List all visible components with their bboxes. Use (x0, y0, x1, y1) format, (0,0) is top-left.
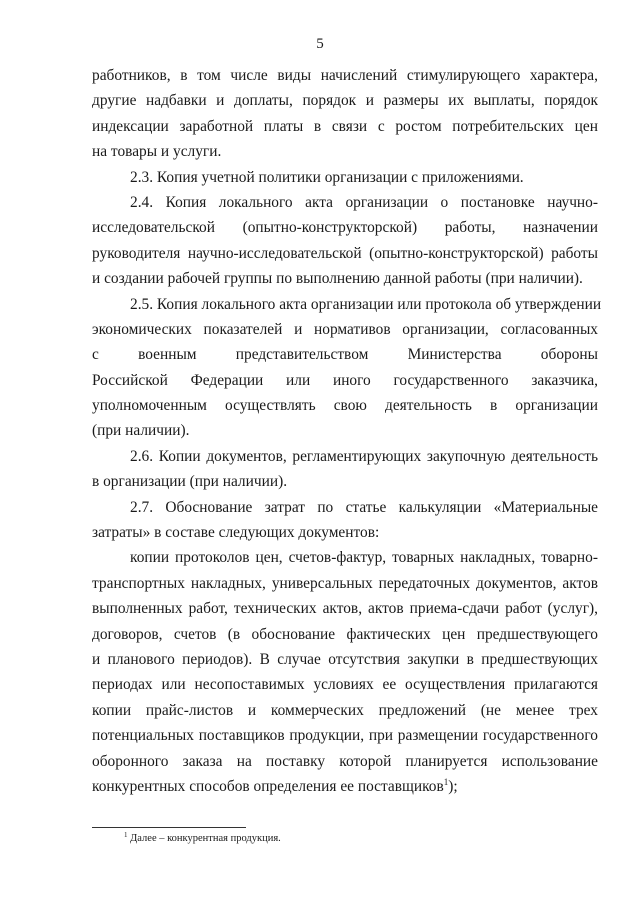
paragraph-copies (92, 545, 598, 799)
text-line: выполненных работ, технических актов, актов приема-сдачи работ (услуг), (92, 600, 598, 618)
paragraph-2-7 (92, 495, 598, 546)
text-line: договоров, счетов (в обоснование фактических цен предшествующего (92, 625, 598, 643)
text-line: с военным представительством Министерства обороны (92, 346, 598, 364)
text-line: другие надбавки и доплаты, порядок и размеры их выплаты, порядок (92, 92, 598, 110)
footnote (124, 833, 281, 844)
paragraph-2-3 (92, 165, 598, 190)
footnote-text: Далее – конкурентная продукция. (127, 833, 281, 844)
text-line: 2.4. Копия локального акта организации о постановке научно- (130, 193, 598, 211)
text-line: индексации заработной платы в связи с ростом потребительских цен (92, 117, 598, 135)
text-line: потенциальных поставщиков продукции, при размещении государственного (92, 727, 598, 745)
text-line: 2.5. Копия локального акта организации или протокола об утверждении (130, 295, 602, 313)
text-line: 2.7. Обоснование затрат по статье калькуляции «Материальные (130, 498, 598, 516)
text-line: затраты» в составе следующих документов: (92, 524, 380, 542)
paragraph-intro (92, 63, 598, 165)
page-number: 5 (316, 36, 324, 52)
text-line: 2.6. Копии документов, регламентирующих закупочную деятельность (130, 447, 598, 465)
text-line: на товары и услуги. (92, 143, 222, 161)
text-line: исследовательской (опытно-конструкторской) работы, назначении (92, 219, 598, 237)
text-line: периодах или несопоставимых условиях ее осуществления прилагаются (92, 676, 598, 694)
document-body (92, 63, 602, 799)
text-line: и планового периодов). В случае отсутствия закупки в предшествующих (92, 650, 598, 668)
text-line: и создании рабочей группы по выполнению данной работы (при наличии). (92, 270, 583, 288)
footnote-separator (92, 827, 246, 828)
text-line: копии прайс-листов и коммерческих предложений (не менее трех (92, 701, 598, 719)
footnote-marker: 1 (124, 831, 128, 839)
text-line: в организации (при наличии). (92, 473, 288, 491)
text-line: руководителя научно-исследовательской (опытно-конструкторской) работы (92, 244, 598, 262)
final-line-text: конкурентных способов определения ее поставщиков (92, 777, 444, 795)
text-line: экономических показателей и нормативов организации, согласованных (92, 320, 598, 338)
footnote-reference[interactable]: 1 (443, 776, 449, 787)
text-line: транспортных накладных, универсальных передаточных документов, актов (92, 574, 598, 592)
text-line: оборонного заказа на поставку которой планируется использование (92, 752, 598, 770)
text-line: копии протоколов цен, счетов-фактур, товарных накладных, товарно- (130, 549, 598, 567)
text-line: 2.3. Копия учетной политики организации с приложениями. (130, 168, 524, 186)
text-line: работников, в том числе виды начислений стимулирующего характера, (92, 67, 598, 84)
text-line: (при наличии). (92, 422, 190, 440)
text-line: уполномоченным осуществлять свою деятельность в организации (92, 397, 598, 415)
paragraph-2-4 (92, 190, 598, 292)
final-line-tail: ); (448, 777, 458, 795)
text-line: Российской Федерации или иного государственного заказчика, (92, 371, 598, 389)
paragraph-2-5 (92, 292, 602, 444)
paragraph-2-6 (92, 444, 598, 495)
text-line-final (92, 774, 598, 799)
